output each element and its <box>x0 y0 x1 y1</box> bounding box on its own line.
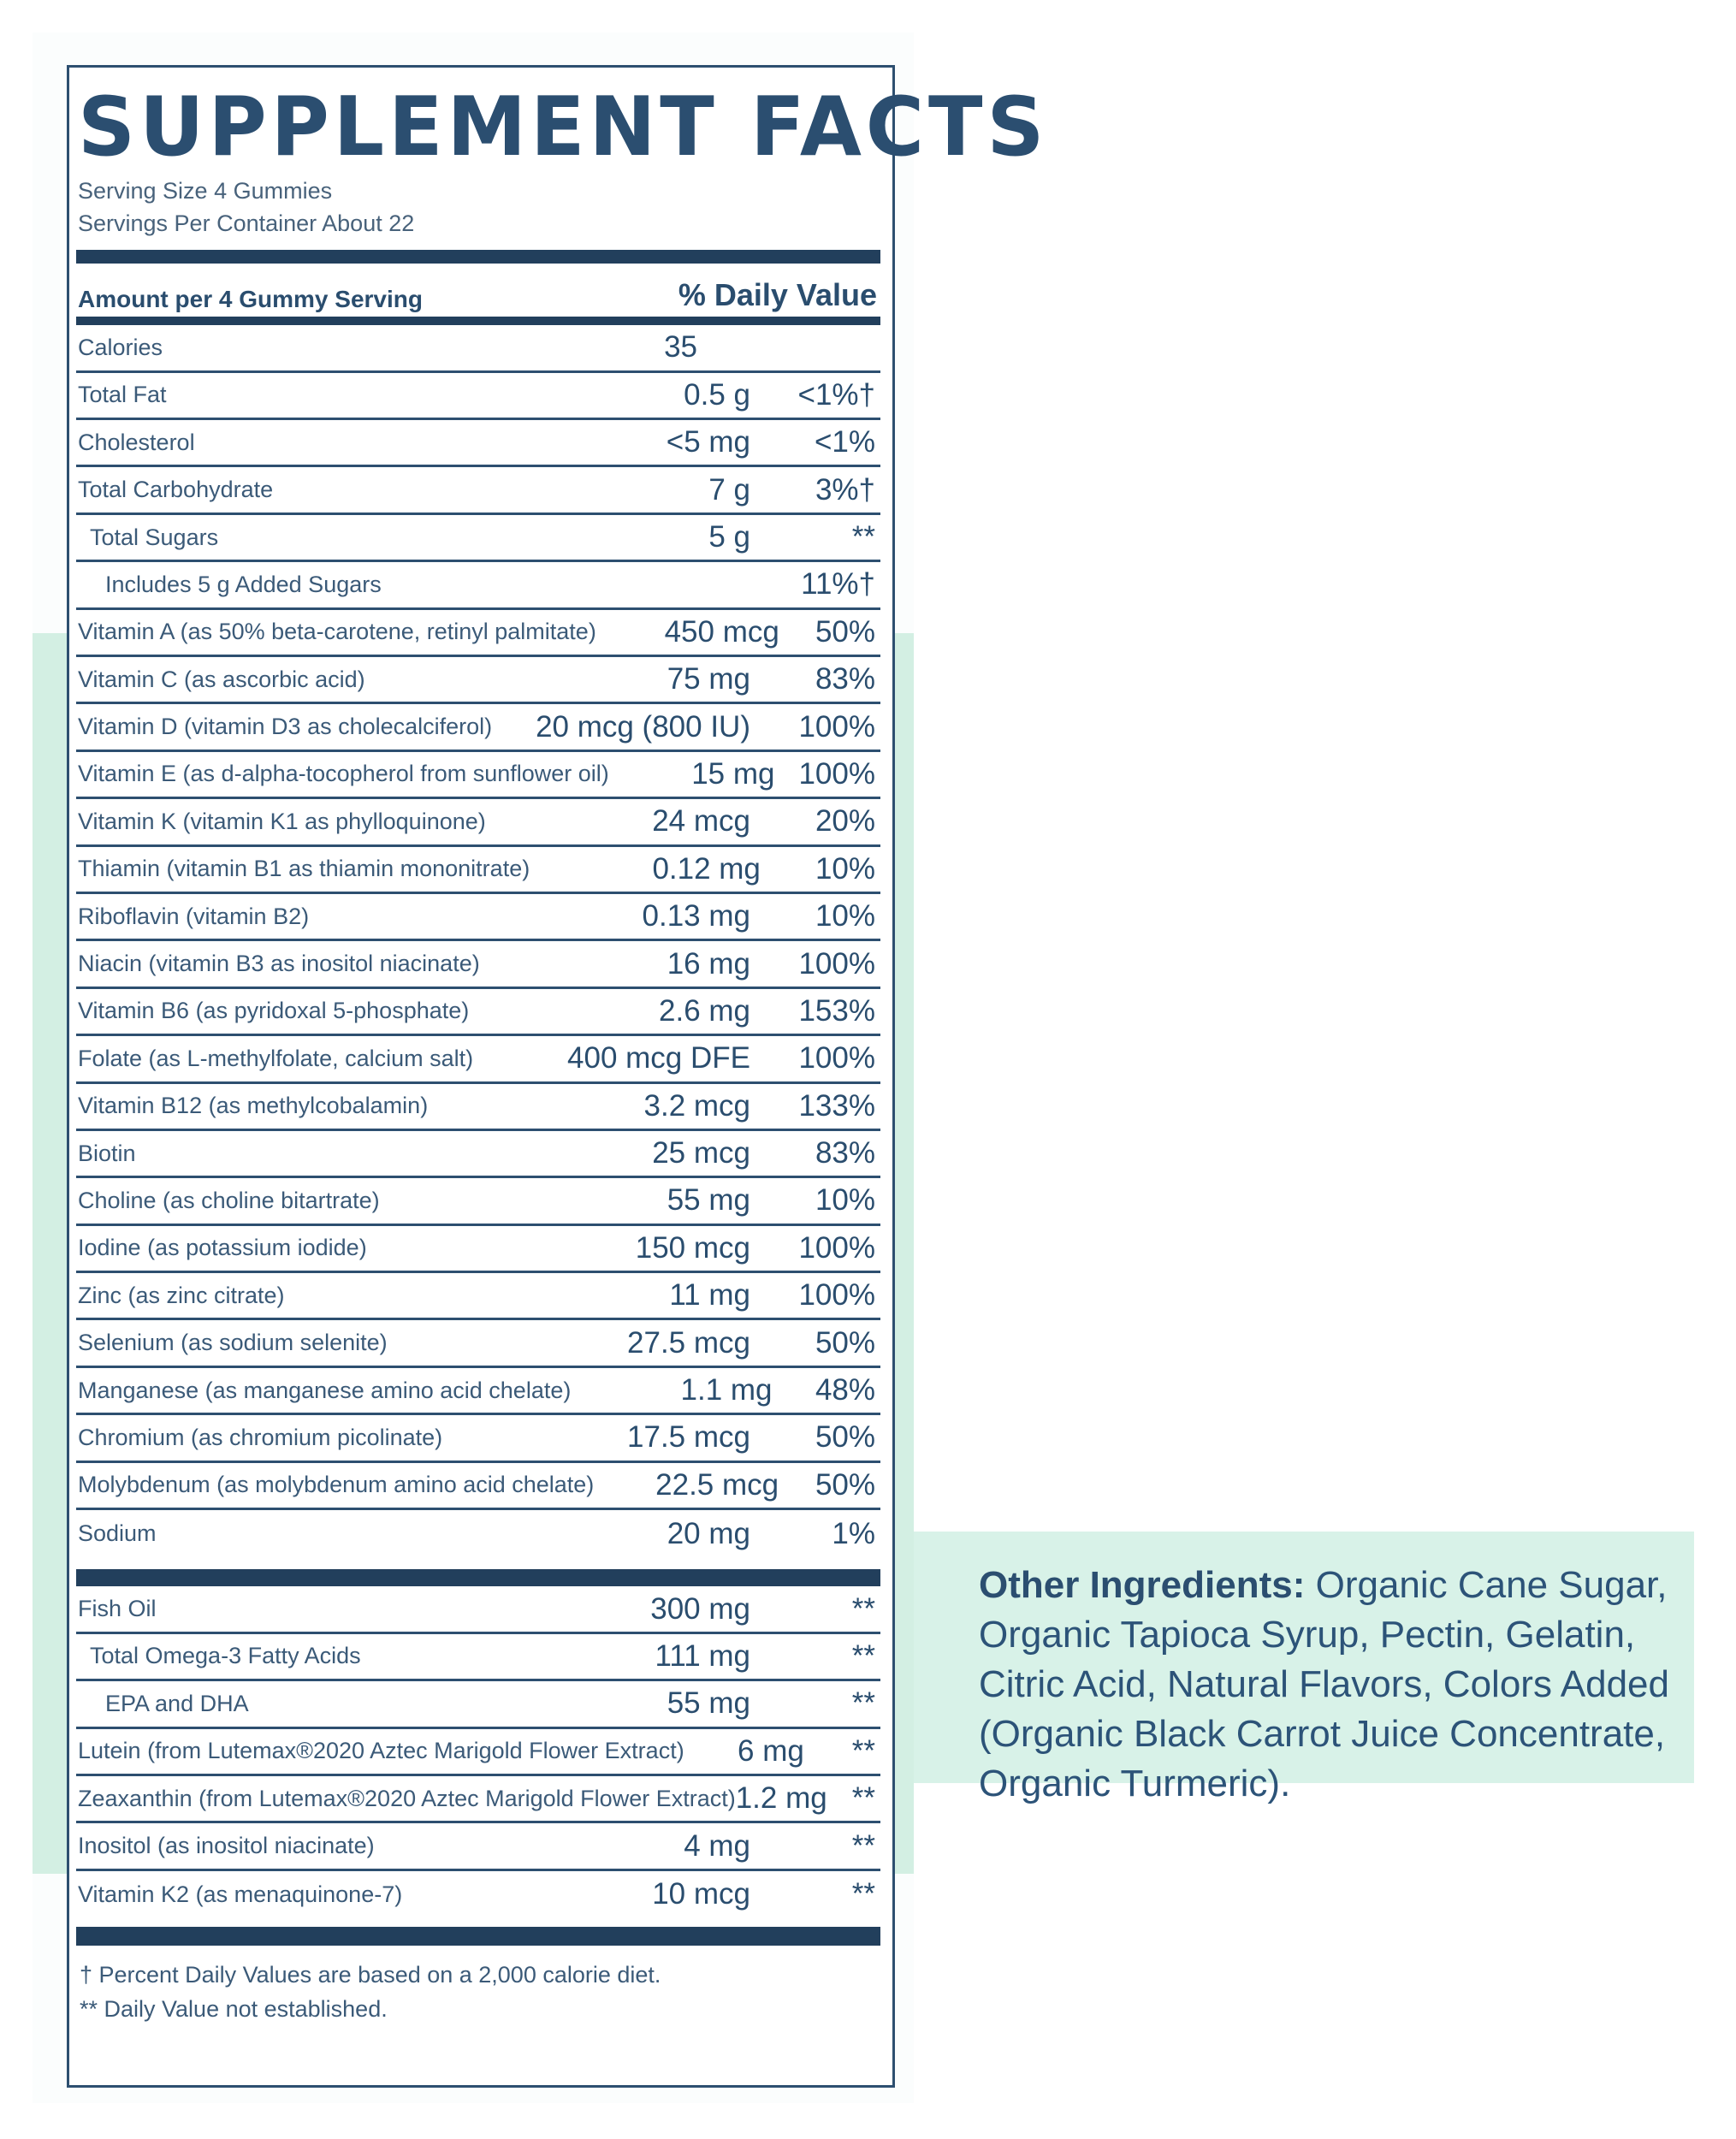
nutrient-daily-value: 100% <box>798 1278 875 1312</box>
table-row <box>76 467 880 514</box>
nutrient-daily-value: 83% <box>815 1136 875 1170</box>
table-row <box>76 799 880 846</box>
bottom-rule <box>76 1927 880 1946</box>
other-ingredients-label: Other Ingredients: <box>979 1564 1306 1606</box>
nutrient-amount: 20 mg <box>667 1516 750 1550</box>
nutrient-name: Calories <box>78 334 163 360</box>
panel-title: SUPPLEMENT FACTS <box>78 80 1049 175</box>
nutrient-daily-value: 10% <box>815 1183 875 1218</box>
table-row <box>76 1178 880 1225</box>
nutrient-daily-value: <1% <box>814 425 875 459</box>
nutrient-daily-value: ** <box>851 1877 875 1911</box>
nutrient-name: Vitamin C (as ascorbic acid) <box>78 666 365 692</box>
nutrient-daily-value: 50% <box>815 1325 875 1360</box>
table-row <box>76 704 880 751</box>
nutrient-amount: 24 mcg <box>652 804 750 838</box>
nutrient-name: Inositol (as inositol niacinate) <box>78 1833 375 1859</box>
nutrient-name: Molybdenum (as molybdenum amino acid chelate) <box>78 1472 595 1498</box>
nutrient-name: Folate (as L-methylfolate, calcium salt) <box>78 1045 474 1071</box>
table-row <box>76 1871 880 1918</box>
nutrient-daily-value: ** <box>851 1733 875 1768</box>
table-row <box>76 1415 880 1462</box>
nutrient-daily-value: 50% <box>815 614 875 649</box>
servings-per-container: Servings Per Container About 22 <box>78 210 415 237</box>
table-row <box>76 1681 880 1728</box>
nutrient-name: Fish Oil <box>78 1596 157 1622</box>
nutrient-daily-value: 11%† <box>801 567 875 601</box>
nutrient-name: Includes 5 g Added Sugars <box>105 571 382 597</box>
nutrient-amount: 0.5 g <box>684 377 750 412</box>
nutrient-daily-value: ** <box>851 1686 875 1721</box>
nutrient-name: Manganese (as manganese amino acid chelate) <box>78 1377 572 1403</box>
table-row <box>76 1368 880 1415</box>
nutrient-name: Zinc (as zinc citrate) <box>78 1282 285 1308</box>
nutrient-amount: 75 mg <box>667 662 750 696</box>
nutrient-name: Cholesterol <box>78 429 195 455</box>
nutrient-amount: 20 mcg (800 IU) <box>536 709 750 744</box>
table-row <box>76 515 880 562</box>
nutrient-amount: 25 mcg <box>652 1136 750 1170</box>
table-row <box>76 562 880 609</box>
nutrient-amount: 35 <box>664 330 697 364</box>
nutrient-name: Total Sugars <box>90 524 219 550</box>
table-row <box>76 373 880 420</box>
nutrient-daily-value: 100% <box>798 946 875 981</box>
table-row <box>76 325 880 372</box>
nutrient-amount: 7 g <box>708 472 750 507</box>
nutrient-amount: 17.5 mcg <box>627 1420 750 1455</box>
nutrient-daily-value: 153% <box>798 993 875 1028</box>
nutrient-name: Vitamin B12 (as methylcobalamin) <box>78 1093 429 1119</box>
nutrient-daily-value: 100% <box>798 1041 875 1075</box>
nutrient-amount: 55 mg <box>667 1686 750 1721</box>
table-row <box>76 1729 880 1776</box>
nutrient-daily-value: ** <box>851 520 875 554</box>
nutrient-name: Biotin <box>78 1140 136 1166</box>
footnotes <box>76 1946 880 2026</box>
nutrient-name: Selenium (as sodium selenite) <box>78 1330 388 1356</box>
nutrient-name: Iodine (as potassium iodide) <box>78 1235 367 1261</box>
table-row <box>76 1776 880 1823</box>
other-ingredients-text <box>979 1561 1674 1809</box>
nutrient-daily-value: 133% <box>798 1088 875 1123</box>
table-row <box>76 657 880 704</box>
nutrient-daily-value: ** <box>851 1591 875 1626</box>
nutrient-name: Total Fat <box>78 382 167 408</box>
nutrient-daily-value: 100% <box>798 709 875 744</box>
table-row <box>76 1036 880 1083</box>
supplement-facts-panel <box>67 65 1049 2088</box>
nutrient-name: Vitamin K2 (as menaquinone-7) <box>78 1881 403 1907</box>
footnote-dagger: † Percent Daily Values are based on a 2,000 calorie diet. <box>80 1962 661 1988</box>
table-row <box>76 1463 880 1510</box>
nutrient-daily-value: 10% <box>815 899 875 933</box>
nutrient-name: Lutein (from Lutemax®2020 Aztec Marigold Flower Extract) <box>78 1738 684 1764</box>
table-row <box>76 1634 880 1681</box>
nutrient-name: Niacin (vitamin B3 as inositol niacinate) <box>78 951 480 977</box>
nutrient-name: Vitamin K (vitamin K1 as phylloquinone) <box>78 808 486 834</box>
nutrient-amount: 450 mcg <box>664 614 779 649</box>
nutrient-amount: 55 mg <box>667 1183 750 1218</box>
table-row <box>76 989 880 1036</box>
nutrient-daily-value: 100% <box>798 1230 875 1265</box>
nutrient-amount: 150 mcg <box>635 1230 750 1265</box>
nutrient-daily-value: 50% <box>815 1467 875 1502</box>
nutrient-daily-value: ** <box>851 1781 875 1816</box>
nutrient-name: Vitamin B6 (as pyridoxal 5-phosphate) <box>78 998 470 1024</box>
nutrient-daily-value: 83% <box>815 662 875 696</box>
nutrient-name: Vitamin E (as d-alpha-tocopherol from sunflower oil) <box>78 761 609 787</box>
nutrient-amount: 2.6 mg <box>659 993 750 1028</box>
table-row <box>76 1273 880 1320</box>
nutrient-daily-value: 100% <box>798 756 875 791</box>
nutrient-name: Choline (as choline bitartrate) <box>78 1187 380 1213</box>
daily-value-label: % Daily Value <box>678 277 877 313</box>
nutrient-daily-value: 50% <box>815 1420 875 1455</box>
nutrient-amount: 0.13 mg <box>642 899 750 933</box>
table-row <box>76 847 880 894</box>
table-header <box>76 264 880 317</box>
table-row <box>76 1510 880 1557</box>
table-row <box>76 894 880 941</box>
nutrient-name: Thiamin (vitamin B1 as thiamin mononitrate) <box>78 856 530 882</box>
nutrient-amount: 1.1 mg <box>680 1373 773 1407</box>
nutrient-daily-value: 10% <box>815 851 875 886</box>
nutrient-daily-value: 48% <box>815 1373 875 1407</box>
medium-rule <box>76 317 880 325</box>
serving-size: Serving Size 4 Gummies <box>78 178 333 204</box>
nutrient-amount: 1.2 mg <box>735 1781 827 1816</box>
nutrient-table <box>76 373 880 1558</box>
table-row <box>76 610 880 657</box>
nutrient-amount: 4 mg <box>684 1828 750 1863</box>
table-row <box>76 1131 880 1178</box>
nutrient-name: Chromium (as chromium picolinate) <box>78 1424 443 1450</box>
nutrient-name: Riboflavin (vitamin B2) <box>78 903 310 929</box>
nutrient-amount: 11 mg <box>669 1278 750 1312</box>
thick-rule <box>76 250 880 264</box>
nutrient-amount: 10 mcg <box>652 1877 750 1911</box>
nutrient-amount: 15 mg <box>691 756 775 791</box>
table-row <box>76 1586 880 1633</box>
nutrient-amount: 300 mg <box>650 1591 750 1626</box>
table-row <box>76 1226 880 1273</box>
nutrient-amount: 3.2 mcg <box>643 1088 750 1123</box>
nutrient-amount: 16 mg <box>667 946 750 981</box>
table-row <box>76 752 880 799</box>
table-row <box>76 941 880 988</box>
other-ingredients-box <box>914 1532 1694 1804</box>
table-row <box>76 1823 880 1870</box>
nutrient-amount: 111 mg <box>655 1638 750 1673</box>
nutrient-name: Vitamin D (vitamin D3 as cholecalciferol) <box>78 714 493 740</box>
table-row <box>76 420 880 467</box>
nutrient-name: Zeaxanthin (from Lutemax®2020 Aztec Marigold Flower Extract) <box>78 1785 736 1811</box>
other-ingredients-table <box>76 1586 880 1918</box>
nutrient-amount: 22.5 mcg <box>655 1467 779 1502</box>
footnote-asterisks: ** Daily Value not established. <box>80 1996 388 2023</box>
nutrient-name: EPA and DHA <box>105 1690 249 1716</box>
table-row <box>76 1084 880 1131</box>
nutrient-name: Total Omega-3 Fatty Acids <box>90 1643 361 1669</box>
nutrient-name: Sodium <box>78 1520 157 1547</box>
nutrient-daily-value: ** <box>851 1828 875 1863</box>
nutrient-name: Total Carbohydrate <box>78 477 274 503</box>
nutrient-daily-value: 1% <box>832 1516 875 1550</box>
section-separator-rule <box>76 1569 880 1586</box>
nutrient-amount: 5 g <box>708 520 750 554</box>
nutrient-daily-value: <1%† <box>797 377 875 412</box>
nutrient-amount: 400 mcg DFE <box>567 1041 750 1075</box>
nutrient-daily-value: 20% <box>815 804 875 838</box>
nutrient-amount: 0.12 mg <box>652 851 761 886</box>
amount-per-serving-label: Amount per 4 Gummy Serving <box>78 286 423 313</box>
nutrient-amount: 27.5 mcg <box>627 1325 750 1360</box>
table-row <box>76 1320 880 1367</box>
nutrient-amount: 6 mg <box>738 1733 804 1768</box>
nutrient-amount: <5 mg <box>666 425 750 459</box>
other-ingredients-list: Organic Cane Sugar, Organic Tapioca Syrup, Pectin, Gelatin, Citric Acid, Natural Flavors, Colors Added (Organic Black Carrot Juice Concentrate, Organic Turmeric). <box>979 1564 1669 1804</box>
nutrient-name: Vitamin A (as 50% beta-carotene, retinyl palmitate) <box>78 619 596 645</box>
nutrient-daily-value: 3%† <box>815 472 875 507</box>
nutrient-daily-value: ** <box>851 1638 875 1673</box>
